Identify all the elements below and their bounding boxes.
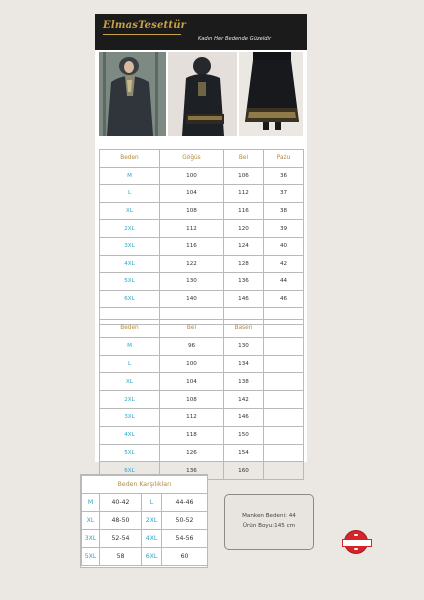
value-cell: 112 [160, 220, 224, 238]
value-cell: 46 [264, 290, 304, 308]
size-cell: XL [100, 373, 160, 391]
size-cell: 5XL [100, 273, 160, 291]
table-title-row [82, 476, 208, 494]
value-cell: 122 [160, 255, 224, 273]
header-bel: Bel [224, 150, 264, 168]
value-cell [264, 444, 304, 462]
equivalence-title: Beden Karşılıkları [82, 476, 208, 494]
table-row [82, 494, 208, 512]
value-cell: 146 [224, 290, 264, 308]
model-info-box [224, 494, 314, 550]
header-pazu: Pazu [264, 150, 304, 168]
size-table-top [99, 149, 304, 325]
product-photo-side [168, 52, 237, 136]
table-row [100, 373, 304, 391]
size-cell: M [82, 494, 100, 512]
value-cell: 130 [224, 337, 264, 355]
value-cell: 112 [224, 185, 264, 203]
size-cell: 4XL [142, 530, 162, 548]
value-cell: 54-56 [162, 530, 208, 548]
header-bel: Bel [160, 320, 224, 338]
table-row [100, 426, 304, 444]
value-cell: 50-52 [162, 512, 208, 530]
table-row [82, 548, 208, 566]
table-row [100, 273, 304, 291]
value-cell: 40-42 [100, 494, 142, 512]
size-cell: L [100, 185, 160, 203]
value-cell [264, 373, 304, 391]
size-equivalence-table [81, 475, 208, 566]
header-basen: Basen [224, 320, 264, 338]
header-beden: Beden [100, 320, 160, 338]
table-row [100, 337, 304, 355]
header-empty [264, 320, 304, 338]
value-cell: 116 [160, 237, 224, 255]
table-row [100, 185, 304, 203]
value-cell: 150 [224, 426, 264, 444]
value-cell: 106 [224, 167, 264, 185]
table-row [100, 290, 304, 308]
size-cell: 6XL [142, 548, 162, 566]
value-cell: 140 [160, 290, 224, 308]
value-cell: 142 [224, 391, 264, 409]
value-cell: 130 [160, 273, 224, 291]
size-cell: 3XL [100, 408, 160, 426]
value-cell [264, 408, 304, 426]
value-cell: 126 [160, 444, 224, 462]
size-cell: 3XL [82, 530, 100, 548]
product-length-text: Ürün Boyu:145 cm [242, 523, 296, 529]
model-side-figure [168, 52, 237, 136]
skirt-figure [239, 52, 303, 136]
size-cell: 4XL [100, 255, 160, 273]
table-row [100, 391, 304, 409]
value-cell: 100 [160, 355, 224, 373]
size-cell: M [100, 167, 160, 185]
brand-name: ElmasTesettür [103, 20, 187, 31]
value-cell: 44 [264, 273, 304, 291]
size-cell: XL [100, 202, 160, 220]
size-cell: M [100, 337, 160, 355]
size-chart-sheet [95, 14, 307, 474]
value-cell: 52-54 [100, 530, 142, 548]
brand-header [95, 14, 307, 50]
table-row [100, 444, 304, 462]
product-photo-front [99, 52, 166, 136]
value-cell: 48-50 [100, 512, 142, 530]
value-cell: 39 [264, 220, 304, 238]
value-cell: 40 [264, 237, 304, 255]
size-cell: 6XL [100, 462, 160, 480]
value-cell: 136 [160, 462, 224, 480]
badge-dot-top [354, 534, 358, 536]
table-row [100, 355, 304, 373]
size-cell: 6XL [100, 290, 160, 308]
brand-tagline: Kadın Her Bedende Güzeldir [198, 36, 272, 42]
value-cell: 116 [224, 202, 264, 220]
value-cell: 160 [224, 462, 264, 480]
model-size-text: Manken Bedeni: 44 [242, 513, 296, 519]
size-cell: 4XL [100, 426, 160, 444]
table-header-row [100, 320, 304, 338]
value-cell: 42 [264, 255, 304, 273]
value-cell [264, 355, 304, 373]
table-row [82, 512, 208, 530]
value-cell: 37 [264, 185, 304, 203]
size-cell: 5XL [100, 444, 160, 462]
table-row [100, 237, 304, 255]
value-cell: 104 [160, 373, 224, 391]
badge-band [342, 539, 372, 547]
product-photo-skirt [239, 52, 303, 136]
model-front-figure [99, 52, 166, 136]
size-cell: 2XL [100, 391, 160, 409]
value-cell [264, 391, 304, 409]
table-row [100, 408, 304, 426]
value-cell: 118 [160, 426, 224, 444]
brand-underline [103, 34, 181, 35]
header-gogus: Göğüs [160, 150, 224, 168]
value-cell: 154 [224, 444, 264, 462]
value-cell: 138 [224, 373, 264, 391]
value-cell: 112 [160, 408, 224, 426]
table-row [100, 202, 304, 220]
value-cell: 134 [224, 355, 264, 373]
size-cell: 2XL [100, 220, 160, 238]
size-cell: L [142, 494, 162, 512]
badge-dot-bottom [354, 548, 358, 550]
size-equivalence-box [80, 474, 208, 568]
value-cell: 58 [100, 548, 142, 566]
value-cell [264, 462, 304, 480]
size-cell: L [100, 355, 160, 373]
value-cell: 36 [264, 167, 304, 185]
value-cell: 108 [160, 391, 224, 409]
table-row [82, 530, 208, 548]
size-cell: XL [82, 512, 100, 530]
value-cell: 104 [160, 185, 224, 203]
size-cell: 2XL [142, 512, 162, 530]
value-cell [264, 426, 304, 444]
value-cell: 136 [224, 273, 264, 291]
size-cell: 5XL [82, 548, 100, 566]
value-cell: 124 [224, 237, 264, 255]
value-cell: 44-46 [162, 494, 208, 512]
header-beden: Beden [100, 150, 160, 168]
value-cell: 146 [224, 408, 264, 426]
value-cell: 96 [160, 337, 224, 355]
table-row [100, 220, 304, 238]
value-cell: 100 [160, 167, 224, 185]
value-cell [264, 337, 304, 355]
table-header-row [100, 150, 304, 168]
size-cell: 3XL [100, 237, 160, 255]
table-row [100, 255, 304, 273]
value-cell: 128 [224, 255, 264, 273]
size-table-bottom [99, 319, 304, 480]
value-cell: 120 [224, 220, 264, 238]
value-cell: 108 [160, 202, 224, 220]
value-cell: 38 [264, 202, 304, 220]
table-row [100, 167, 304, 185]
value-cell: 60 [162, 548, 208, 566]
quality-badge-icon [344, 530, 368, 554]
